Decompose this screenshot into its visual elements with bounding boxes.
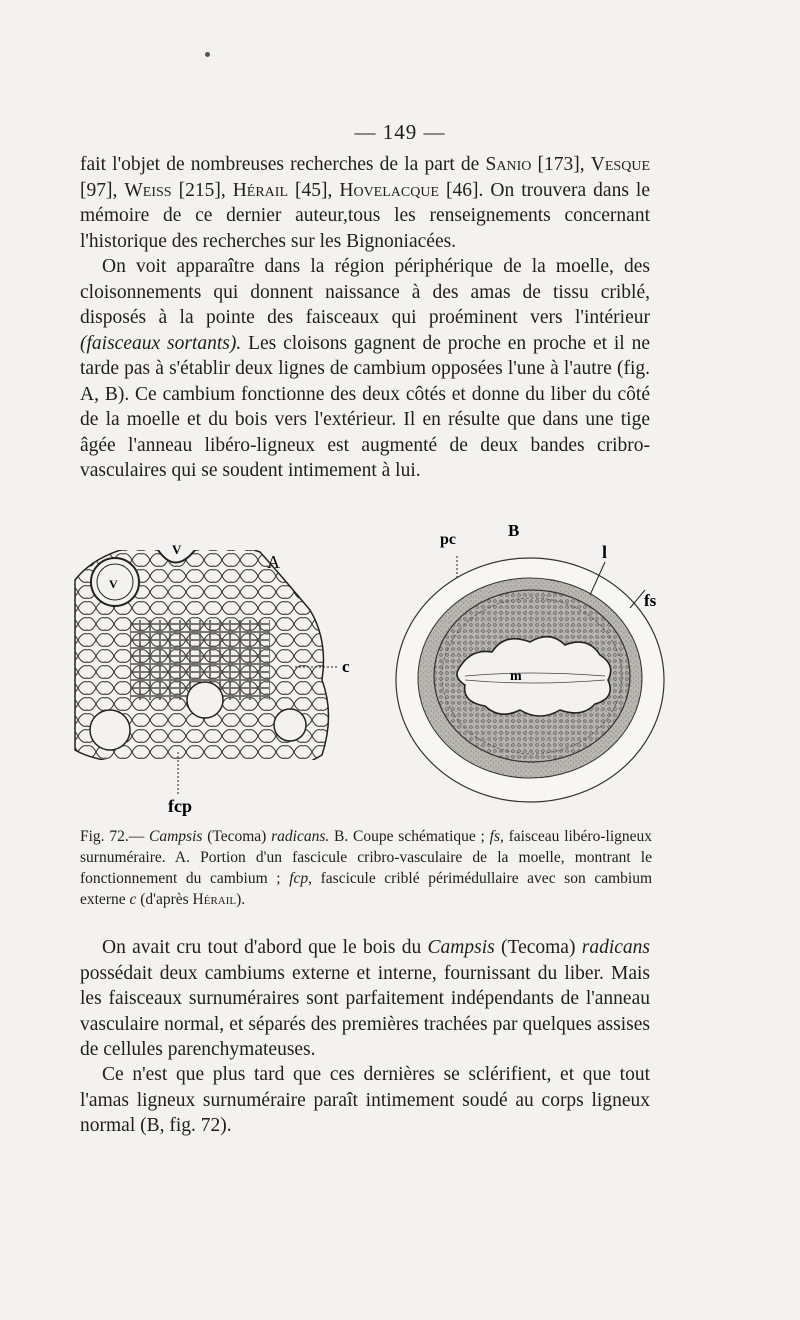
page-number: — 149 —	[354, 120, 446, 144]
figure-part-a	[75, 541, 329, 770]
label-c: c	[342, 657, 350, 676]
figure-caption: Fig. 72.— Campsis (Tecoma) radicans. B. Coupe schématique ; fs, faisceau libéro-ligneux surnuméraire. A. Portion d'un fascicule cribro-vasculaire de la moelle, montrant le fonctionnement du cambium ; fcp, fascicule criblé périmédullaire avec son cambium externe c (d'après Hérail).	[80, 828, 653, 908]
label-fs: fs	[644, 591, 657, 610]
paragraph-4: Ce n'est que plus tard que ces dernières se sclérifient, et que tout l'amas ligneux surnuméraire paraît intimement soudé au corps ligneux normal (B, fig. 72).	[80, 1064, 650, 1136]
emphasis-faisceaux: (faisceaux sortants).	[80, 332, 242, 354]
phloem-cells	[187, 682, 223, 718]
author-weiss: Weiss	[124, 179, 172, 201]
figure-72-drawing	[60, 520, 680, 820]
author-sanio: Sanio	[485, 154, 532, 175]
label-leader-fs	[630, 590, 645, 608]
label-v-left: V	[109, 577, 118, 591]
label-fcp: fcp	[168, 796, 192, 816]
species-radicans: radicans	[581, 937, 651, 958]
figure-part-b	[396, 558, 664, 802]
author-vesque: Vesque	[590, 154, 650, 175]
paragraph-1: fait l'objet de nombreuses recherches de la part de Sanio [173], Vesque [97], Weiss [215], Hérail [45], Hovelacque [46]. On trouvera dans le mémoire de ce dernier auteur,tous les renseignements concernant l'historique des recherches sur les Bignoniacées.	[80, 154, 650, 252]
species-campsis: Campsis	[427, 937, 495, 958]
paragraph-2: On voit apparaître dans la région périphérique de la moelle, des cloisonnements qui donnent naissance à des amas de tissu criblé, disposés à la pointe des faisceaux qui proéminent vers l'intérieur (faisceaux sortants). Les cloisons gagnent de proche en proche et il ne tarde pas à s'établir deux lignes de cambium opposées l'une à l'autre (fig. A, B). Ce cambium fonctionne des deux côtés et donne du liber du côté de la moelle et du bois vers l'extérieur. Il en résulte que dans une tige âgée l'anneau libéro-ligneux est augmenté de deux bandes cribro-vasculaires qui se soudent intimement à lui.	[80, 256, 651, 481]
page-speck	[205, 52, 210, 57]
author-herail: Hérail	[232, 179, 288, 201]
label-a: A	[267, 552, 280, 572]
figure-72	[60, 520, 680, 820]
label-pc: pc	[440, 531, 456, 548]
author-hovelacque: Hovelacque	[339, 179, 440, 201]
label-v-top: V	[172, 542, 182, 557]
paragraph-3: On avait cru tout d'abord que le bois du Campsis (Tecoma) radicans possédait deux cambiums externe et interne, fournissant du liber. Mais les faisceaux surnuméraires sont parfaitement indépendants de l'anneau vasculaire normal, et séparés des premières trachées par quelques assises de cellules parenchymateuses.	[80, 937, 651, 1060]
label-l: l	[602, 542, 608, 562]
label-b: B	[508, 521, 520, 540]
label-m: m	[510, 669, 522, 684]
